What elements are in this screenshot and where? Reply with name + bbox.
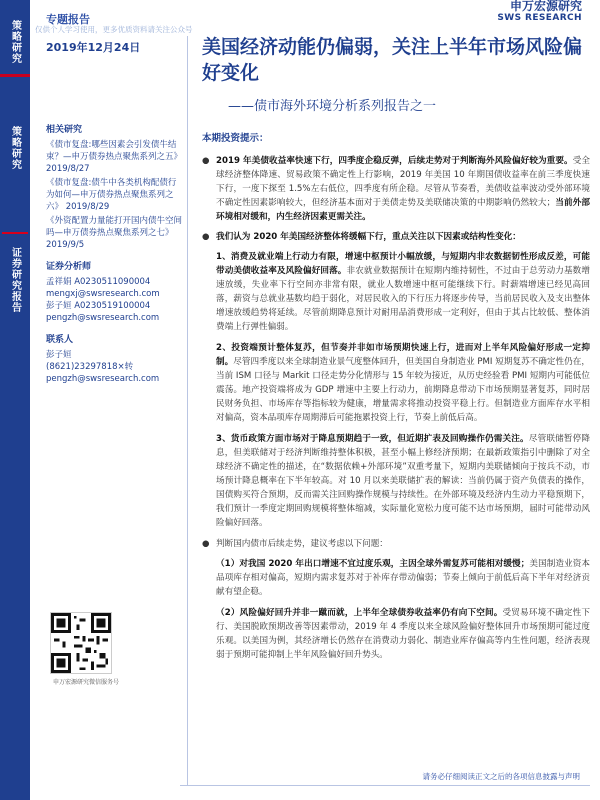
side-tab-2: 策略研究 (9, 126, 21, 170)
point-2-bold: 2、投资端预计整体复苏，但节奏并非如市场预期快速上行，进而对上半年风险偏好形成一定抑制。 (216, 343, 590, 367)
side-tab-1: 策略研究 (9, 20, 21, 64)
related-item[interactable]: 《债市复盘:哪些因素会引发债牛结束？—申万债券热点聚焦系列之五》 2019/8/27 (46, 140, 183, 174)
question-1-text: 美国制造业资本品项库存相对偏高，短期内需求复苏对于补库存带动偏弱；节奏上倾向于前低后高下半年对经济贡献有望企稳。 (216, 559, 590, 597)
contact-name: 彭子姮 (46, 350, 72, 360)
bullet-marker: ● (202, 232, 210, 242)
analyst-email[interactable]: pengzh@swsresearch.com (46, 313, 160, 323)
report-subtitle: ——债市海外环境分析系列报告之一 (228, 99, 437, 114)
watermark: 仅供个人学习使用，更多优质资料请关注公众号 (35, 25, 193, 34)
contact-phone: (8621)23297818×转 (46, 362, 134, 372)
column-divider (187, 36, 188, 786)
disclaimer-footer: 请务必仔细阅读正文之后的各项信息披露与声明 (422, 772, 580, 781)
analyst-email[interactable]: mengxj@swsresearch.com (46, 289, 160, 299)
point-1-text: 非农就业数据预计在短期内维持韧性，不过由于总劳动力基数增速放缓，失业率下行空间亦非常有限，就业人数增速中枢可能继续下行。时薪端增速已经见高回落，薪资与总就业基数均趋于弱化，对居民收入的下行压力将逐步传导，当前居民收入及支出整体增速放缓趋势将延续。尽管前期降息预计对耐用品消费形成一定利好，但由于其占比较低、整体消费端上行弹性偏弱。 (216, 266, 590, 332)
point-2-text: 尽管四季度以来全球制造业景气度整体回升，但美国自身制造业 PMI 短期复苏不确定性仍在，当前 ISM 口径与 Markit 口径走势分化情形与 15 年较为接近，从历史经验看 PMI 短期内可能低位震荡。地产投资端将成为 GDP 增速中主要上行动力，前期降息带动下市场预期显著复苏，同时居民财务负担、市场库存等指标较为健康，增量需求将推动投资平稳上行。但制造业方面库存水平相对偏高，资本品项库存周期滞后可能拖累投资上行，节奏上前低后高。 (216, 357, 590, 423)
logo-en: SWS RESEARCH (497, 13, 582, 23)
question-2-bold: （2）风险偏好回升并非一蹴而就，上半年全球债券收益率仍有向下空间。 (216, 608, 503, 618)
qr-caption: 申万宏源研究微信服务号 (52, 679, 119, 686)
bullet-marker: ● (202, 156, 210, 166)
side-divider (2, 232, 28, 234)
analyst-line: 彭子姮 A0230519100004 (46, 301, 151, 311)
company-logo (497, 0, 582, 24)
bullet-marker: ● (202, 539, 210, 549)
report-tag: 专题报告 (46, 13, 90, 26)
analyst-line: 孟祥娟 A0230511090004 (46, 277, 151, 287)
question-2-text: 受贸易环境不确定性下行、美国脱欧预期改善等因素带动，2019 年 4 季度以来全球风险偏好整体回升市场预期可能过度乐观。以美国为例，其经济增长仍然存在消费动力弱化、制造业库存偏高等内生性问题，经济表现弱于预期可能抑制上半年风险偏好回升势头。 (216, 608, 590, 660)
related-item[interactable]: 《外资配置力量能打开国内债牛空间吗—申万债券热点聚焦系列之七》 2019/9/5 (46, 216, 183, 250)
related-item[interactable]: 《债市复盘:债牛中各类机构配债行为如何—申万债券热点聚焦系列之六》 2019/8/29 (46, 178, 177, 212)
left-sidebar (46, 124, 182, 385)
investment-highlights-heading: 本期投资提示： (202, 133, 269, 144)
question-1-bold: （1）对我国 2020 年出口增速不宜过度乐观，主因全球外需复苏可能相对缓慢； (216, 559, 530, 569)
report-title: 美国经济动能仍偏弱，关注上半年市场风险偏好变化 (202, 36, 583, 84)
bullet-2 (194, 230, 590, 244)
question-1 (194, 557, 590, 599)
side-tab-3: 证券研究报告 (9, 247, 21, 313)
point-1-bold: 1、消费及就业端上行动力有限，增速中枢预计小幅放缓，与短期内非农数据韧性形成反差，可能带动美债收益率及风险偏好回落。 (216, 252, 590, 276)
logo-cn: 申万宏源研究 (509, 0, 582, 13)
bullet-2-bold: 我们认为 2020 年美国经济整体将缓幅下行，重点关注以下因素或结构性变化： (216, 232, 521, 242)
related-heading: 相关研究 (46, 125, 83, 135)
analysts-heading: 证券分析师 (46, 262, 92, 272)
bullet-1 (194, 154, 590, 224)
contact-email[interactable]: pengzh@swsresearch.com (46, 374, 160, 384)
point-3-text: 尽管联储暂停降息，但美联储对于经济判断维持整体积极，甚至小幅上修经济预期；在最新政策指引中删除了对全球经济不确定性的描述，在“数据依赖+外部环境”双重考量下，短期内美联储倾向于按兵不动，市场预计降息概率在下半年较高。对 10 月以来美联储扩表的解读：当前仍属于资产负债表的操作，国债购买符合预期，反而需关注回购操作规模与持续性。在外部环境及经济内生动力平稳预期下，我们预计一季度定期回购规模将整体缩减，实际量化宽松力度可能不达市场预期，届时可能带动风险偏好回落。 (216, 434, 590, 528)
bullet-1-bold: 2019 年美债收益率快速下行，四季度企稳反弹，后续走势对于判断海外风险偏好较为重要。 (216, 156, 573, 166)
footer-rule (180, 785, 590, 786)
bullet-3 (194, 537, 590, 551)
point-3 (194, 432, 590, 530)
side-red-separator (0, 74, 30, 77)
point-2 (194, 341, 590, 425)
report-date: 2019年12月24日 (46, 41, 141, 54)
main-content (194, 132, 590, 669)
contact-heading: 联系人 (46, 335, 74, 345)
point-3-bold: 3、货币政策方面市场对于降息预期趋于一致，但近期扩表及回购操作仍需关注。 (216, 434, 529, 444)
bullet-3-text: 判断国内债市后续走势，建议考虑以下问题： (216, 539, 388, 549)
bullet-1-tail: 当前外部环境相对缓和，内生经济因素更需关注。 (216, 198, 590, 222)
point-1 (194, 250, 590, 334)
qr-code-icon (50, 612, 112, 674)
bullet-1-text: 受全球经济整体降速、贸易政策不确定性上行影响，2019 年美国 10 年期国债收益率在前三季度快速下行，一度下探至 1.5%左右低位，四季度有所企稳。尽管从节奏看，美债收益率波动受外部环境不确定性因素影响较大，但经济基本面对于美债走势及美联储决策的中期影响仍然较大； (216, 156, 590, 208)
question-2 (194, 606, 590, 662)
